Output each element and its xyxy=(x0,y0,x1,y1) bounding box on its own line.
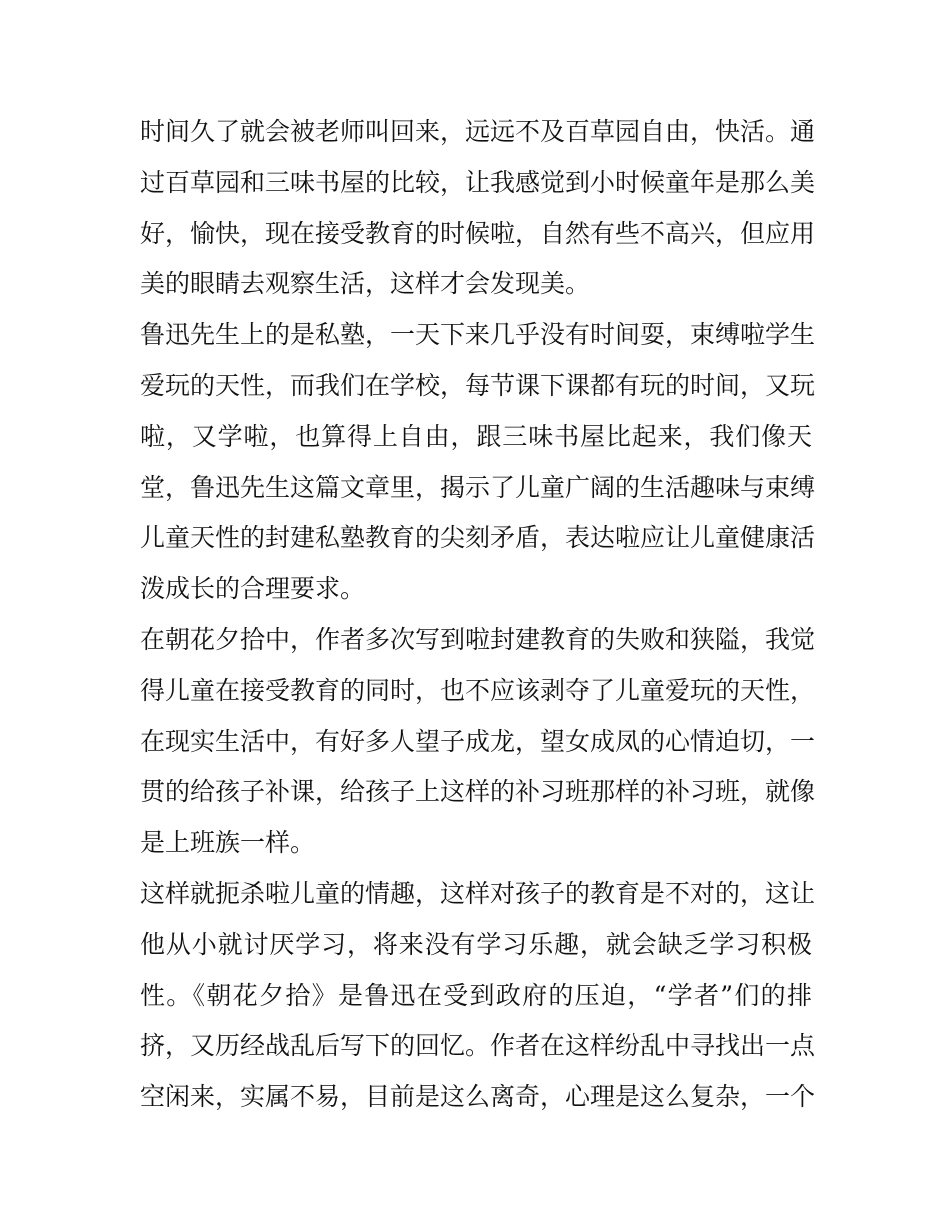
text-line: 啦，又学啦，也算得上自由，跟三味书屋比起来，我们像天 xyxy=(140,421,812,451)
text-line: 是上班族一样。 xyxy=(140,828,316,858)
text-line: 在现实生活中，有好多人望子成龙，望女成凤的心情迫切，一 xyxy=(140,726,816,756)
text-line: 他从小就讨厌学习，将来没有学习乐趣，就会缺乏学习积极 xyxy=(140,929,812,959)
text-line: 美的眼睛去观察生活，这样才会发现美。 xyxy=(140,269,591,299)
document-body xyxy=(140,107,816,1123)
text-line: 空闲来，实属不易，目前是这么离奇，心理是这么复杂，一个 xyxy=(140,1082,816,1112)
text-line: 过百草园和三味书屋的比较，让我感觉到小时候童年是那么美 xyxy=(140,167,816,197)
text-line: 儿童天性的封建私塾教育的尖刻矛盾，表达啦应让儿童健康活 xyxy=(140,523,816,553)
text-line: 性。《朝花夕拾》是鲁迅在受到政府的压迫，“学者”们的排 xyxy=(140,980,812,1010)
text-line: 挤，又历经战乱后写下的回忆。作者在这样纷乱中寻找出一点 xyxy=(140,1031,816,1061)
text-line: 在朝花夕拾中，作者多次写到啦封建教育的失败和狭隘，我觉 xyxy=(140,624,816,654)
text-line: 这样就扼杀啦儿童的情趣，这样对孩子的教育是不对的，这让 xyxy=(140,878,816,908)
text-line: 泼成长的合理要求。 xyxy=(140,574,366,604)
text-line: 得儿童在接受教育的同时，也不应该剥夺了儿童爱玩的天性， xyxy=(140,675,816,705)
text-line: 贯的给孩子补课，给孩子上这样的补习班那样的补习班，就像 xyxy=(140,777,816,807)
text-line: 时间久了就会被老师叫回来，远远不及百草园自由，快活。通 xyxy=(140,117,816,146)
text-line: 爱玩的天性，而我们在学校，每节课下课都有玩的时间，又玩 xyxy=(140,370,816,400)
text-line: 鲁迅先生上的是私塾，一天下来几乎没有时间耍，束缚啦学生 xyxy=(140,320,816,350)
text-line: 好，愉快，现在接受教育的时候啦，自然有些不高兴，但应用 xyxy=(140,218,816,248)
text-line: 堂，鲁迅先生这篇文章里，揭示了儿童广阔的生活趣味与束缚 xyxy=(140,472,816,502)
